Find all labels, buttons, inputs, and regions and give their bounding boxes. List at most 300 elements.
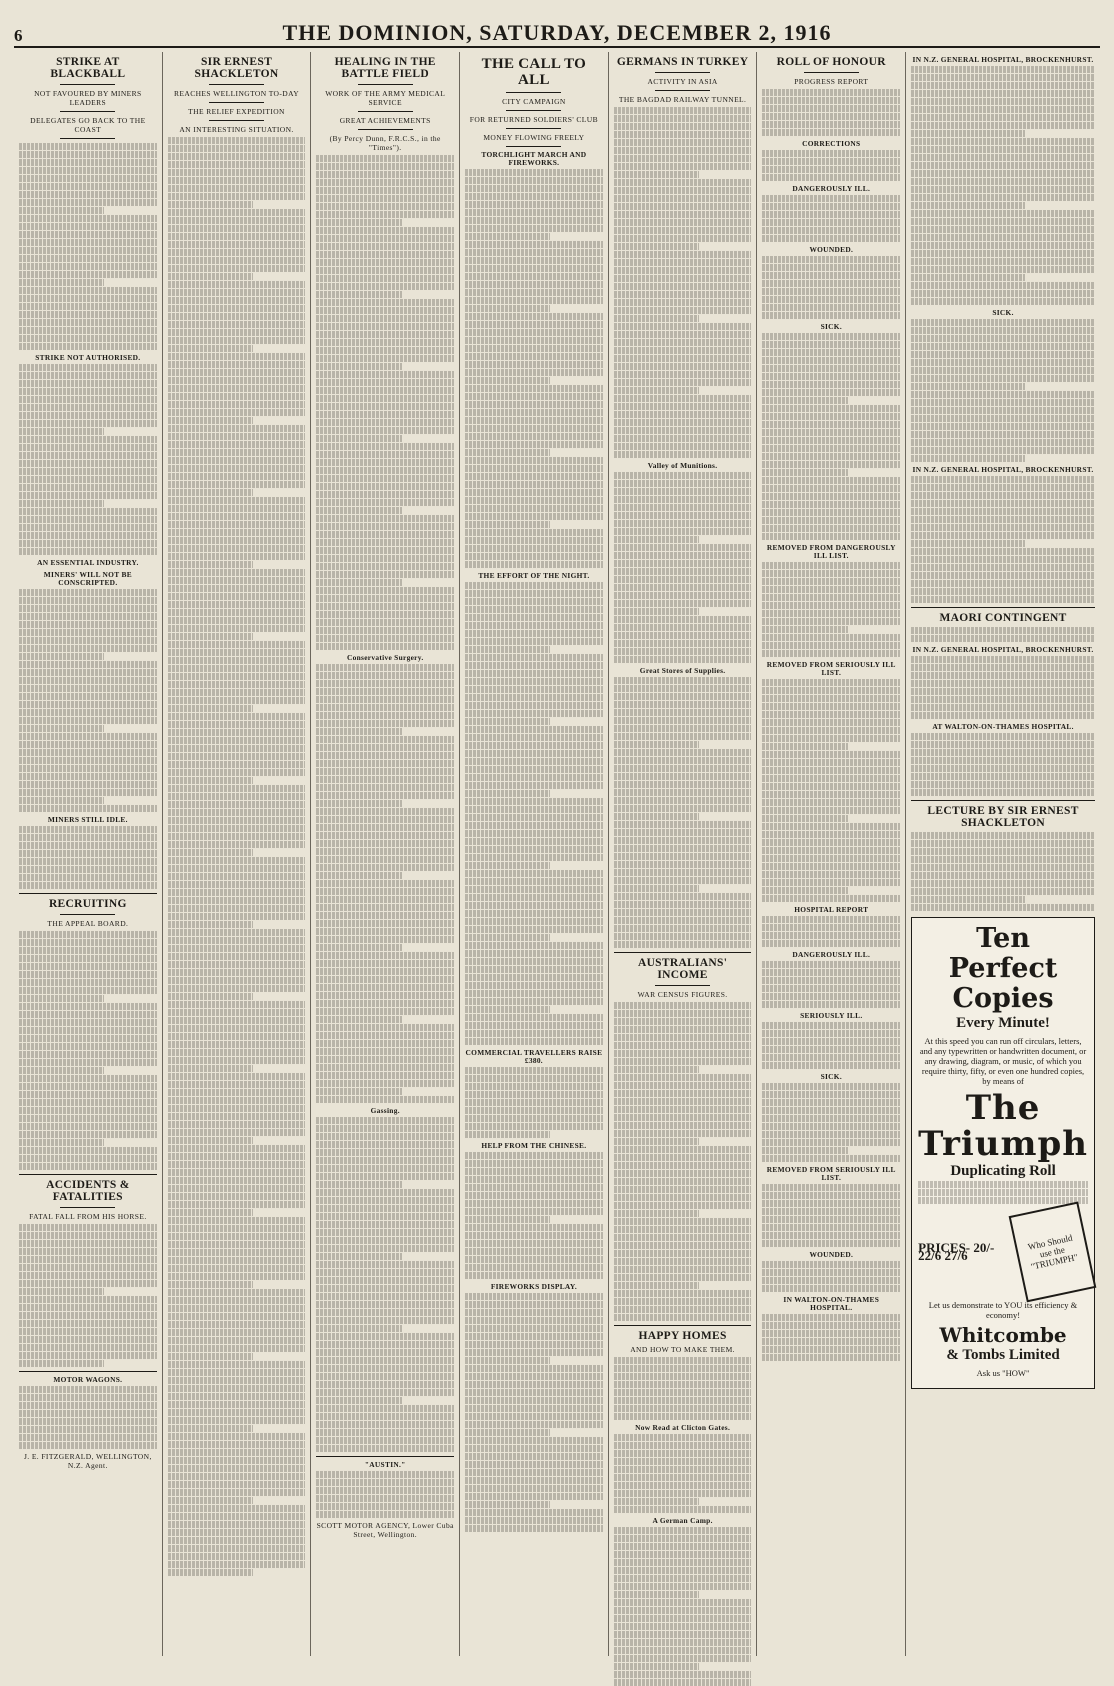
text-line [19,1059,157,1066]
text-line [465,1006,550,1013]
text-line [911,383,1025,390]
text-line [168,1185,306,1192]
text-line [465,1301,603,1308]
text-line [465,489,603,496]
text-line [168,665,306,672]
text-line [168,1209,253,1216]
text-line [168,529,306,536]
text-line [614,837,752,844]
text-line [762,1123,900,1130]
text-line [316,1309,454,1316]
text-line [614,1490,752,1497]
text-line [614,1663,699,1670]
text-line [316,595,454,602]
text-line [316,848,454,855]
text-line [614,1130,752,1137]
section-head: THE EFFORT OF THE NIGHT. [478,571,590,580]
text-line [19,436,157,443]
text-line [762,256,900,263]
headline-call: THE CALL TO ALL [481,56,587,88]
text-line [762,711,900,718]
text-line [762,932,900,939]
section-head: IN WALTON-ON-THAMES HOSPITAL. [783,1295,880,1312]
text-line [614,379,752,386]
text-line [19,725,104,732]
body-text-block [762,89,900,136]
text-line [465,225,603,232]
text-line [465,1493,603,1500]
text-line [614,1535,752,1542]
text-line [19,1426,157,1433]
text-line [465,614,603,621]
text-line [911,856,1095,863]
text-line [762,650,900,657]
text-line [465,1317,603,1324]
text-line [465,561,603,568]
text-line [614,1058,752,1065]
text-line [614,1306,752,1313]
text-line [168,145,306,152]
text-line [465,553,603,560]
text-line [168,681,306,688]
text-line [168,1545,306,1552]
text-line [762,1115,900,1122]
section-head: CORRECTIONS [802,139,861,148]
text-line [762,517,900,524]
text-line [614,1623,752,1630]
body-text-block [19,364,157,555]
text-line [614,155,752,162]
text-line [614,187,752,194]
text-line [762,626,847,633]
text-line [316,904,454,911]
text-line [168,1513,306,1520]
text-line [614,1242,752,1249]
text-line [19,1336,157,1343]
text-line [614,1002,752,1009]
text-line [168,777,253,784]
text-line [168,473,306,480]
text-line [465,513,603,520]
text-line [465,750,603,757]
text-line [614,1210,699,1217]
text-line [614,829,752,836]
ad-body: At this speed you can run off circulars, letters, and any typewritten or handwritten document, or any drawing, diagram, or music, of which you require thirty, fifty, or even one hundred copies, by means of [919,1036,1087,1086]
text-line [465,1176,603,1183]
text-line [762,562,900,569]
text-line [465,473,603,480]
text-line [168,689,306,696]
text-line [168,1177,306,1184]
text-line [316,712,454,719]
text-line [614,1389,752,1396]
text-line [168,609,306,616]
text-line [19,404,157,411]
text-line [614,773,752,780]
text-line [465,806,603,813]
text-line [762,280,900,287]
text-line [614,131,752,138]
text-line [19,1035,157,1042]
text-line [316,1269,454,1276]
text-line [316,1205,454,1212]
text-line [911,138,1095,145]
text-line [614,147,752,154]
text-line [465,894,603,901]
text-line [911,359,1095,366]
text-line [762,1046,900,1053]
section-head: WOUNDED. [809,1250,854,1259]
text-line [19,335,157,342]
section-head: SICK. [992,308,1014,317]
text-line [614,869,752,876]
headline-recruiting: RECRUITING [48,898,127,910]
text-line [168,1113,306,1120]
text-line [19,653,104,660]
text-line [911,367,1095,374]
text-line [614,917,752,924]
text-line [911,492,1095,499]
body-text-block [316,155,454,650]
text-line [911,258,1095,265]
body-text-block [465,582,603,1045]
text-line [762,916,900,923]
text-line [762,895,900,902]
text-line [762,365,900,372]
text-line [762,1184,900,1191]
text-line [316,912,454,919]
text-line [19,1067,104,1074]
text-line [465,1107,603,1114]
text-line [316,163,454,170]
text-line [168,721,306,728]
body-text-block [911,656,1095,719]
text-line [465,918,603,925]
section-head: DANGEROUSLY ILL. [792,184,871,193]
page-number: 6 [14,26,23,45]
text-line [19,850,157,857]
text-line [465,1216,550,1223]
text-line [316,579,401,586]
text-line [168,601,306,608]
text-line [316,768,454,775]
text-line [614,648,752,655]
body-text-block [316,1117,454,1452]
text-line [911,680,1095,687]
text-line [19,858,157,865]
text-line [465,1038,603,1045]
text-line [762,150,900,157]
text-line [316,1088,401,1095]
text-line [614,1170,752,1177]
text-line [614,107,752,114]
text-line [19,484,157,491]
text-line [614,1543,752,1550]
text-line [465,1030,603,1037]
body-text-block [465,1067,603,1138]
text-line [316,1117,454,1124]
text-line [614,235,752,242]
text-line [168,1153,306,1160]
text-line [316,976,454,983]
text-line [168,1449,306,1456]
text-line [316,1040,454,1047]
text-line [316,155,454,162]
text-line [614,845,752,852]
text-line [762,357,900,364]
body-text-block [762,1314,900,1361]
text-line [168,305,306,312]
text-line [614,592,752,599]
text-line [762,413,900,420]
text-line [465,1232,603,1239]
text-line [316,299,454,306]
text-line [19,1410,157,1417]
text-line [168,817,306,824]
text-line [168,1553,306,1560]
body-text-block [19,143,157,350]
text-line [19,388,157,395]
subhead: PROGRESS REPORT [794,77,869,86]
section-head: IN N.Z. GENERAL HOSPITAL, BROCKENHURST. [912,55,1094,64]
text-line [316,371,454,378]
text-line [19,931,157,938]
text-line [465,433,603,440]
text-line [316,203,454,210]
text-line [465,934,550,941]
text-line [168,561,253,568]
text-line [465,734,603,741]
subhead: FATAL FALL FROM HIS HORSE. [29,1212,147,1221]
text-line [465,537,603,544]
text-line [316,896,454,903]
text-line [19,717,157,724]
section-head: HELP FROM THE CHINESE. [481,1141,587,1150]
text-line [168,457,306,464]
text-line [19,1232,157,1239]
text-line [316,403,454,410]
text-line [19,199,157,206]
text-line [168,1241,306,1248]
text-line [911,880,1095,887]
text-line [168,873,306,880]
text-line [316,627,454,634]
text-line [168,1081,306,1088]
section-head: FIREWORKS DISPLAY. [490,1282,577,1291]
text-line [911,712,1095,719]
subhead: WORK OF THE ARMY MEDICAL SERVICE [325,89,446,107]
text-line [316,1253,401,1260]
text-line [911,290,1095,297]
text-line [465,1413,603,1420]
section-head: MOTOR WAGONS. [53,1375,123,1384]
text-line [762,642,900,649]
text-line [762,727,900,734]
text-line [168,1233,306,1240]
text-line [19,971,157,978]
text-line [316,1429,454,1436]
text-line [762,1322,900,1329]
headline-shackleton: SIR ERNEST SHACKLETON [194,56,279,80]
text-line [762,839,900,846]
text-line [465,1525,603,1532]
text-line [19,955,157,962]
text-line [168,257,306,264]
text-line [168,953,306,960]
text-line [614,1397,752,1404]
text-line [168,1345,306,1352]
text-line [168,1217,306,1224]
text-line [316,824,454,831]
text-line [614,813,699,820]
text-line [168,961,306,968]
text-line [911,82,1095,89]
text-line [168,1161,306,1168]
advert-title: "AUSTIN." [364,1460,406,1469]
text-line [614,693,752,700]
ad-product: Duplicating Roll [950,1163,1056,1179]
text-line [19,159,157,166]
text-line [168,1249,306,1256]
text-line [911,749,1095,756]
text-line [465,377,550,384]
text-line [614,195,752,202]
text-line [762,634,900,641]
text-line [911,447,1095,454]
text-line [316,1495,454,1502]
text-line [168,417,253,424]
subhead: DELEGATES GO BACK TO THE COAST [30,116,146,134]
body-text-block [19,826,157,889]
text-line [911,704,1095,711]
text-line [762,815,847,822]
text-line [911,688,1095,695]
text-line [19,1394,157,1401]
text-line [19,263,157,270]
text-line [316,275,454,282]
text-line [168,793,306,800]
text-line [465,1115,603,1122]
text-line [316,944,401,951]
text-line [465,958,603,965]
text-line [168,425,306,432]
text-line [19,1442,157,1449]
text-line [762,993,900,1000]
text-line [168,1097,306,1104]
text-line [762,735,900,742]
text-line [614,419,752,426]
text-line [465,185,603,192]
text-line [911,375,1095,382]
text-line [465,1099,603,1106]
section-head: MINERS STILL IDLE. [47,815,128,824]
text-line [465,846,603,853]
text-line [911,548,1095,555]
text-line [168,1265,306,1272]
text-line [614,1655,752,1662]
text-line [465,998,603,1005]
text-line [168,1049,306,1056]
text-line [465,1224,603,1231]
text-line [762,831,900,838]
text-line [614,925,752,932]
text-line [316,195,454,202]
text-line [168,297,306,304]
text-line [465,654,603,661]
headline-australians: AUSTRALIANS' INCOME [637,957,728,981]
text-line [911,226,1095,233]
text-line [316,619,454,626]
text-line [762,743,847,750]
text-line [19,476,157,483]
text-line [762,1062,900,1069]
text-line [911,423,1095,430]
text-line [762,235,900,242]
text-line [614,411,752,418]
text-line [465,726,603,733]
text-line [168,345,253,352]
text-line [614,1679,752,1686]
text-line [762,1083,900,1090]
text-line [19,420,157,427]
text-line [762,1099,900,1106]
text-line [19,1163,157,1170]
text-line [168,801,306,808]
text-line [614,877,752,884]
text-line [168,657,306,664]
text-line [614,259,752,266]
text-line [465,1349,603,1356]
text-line [911,556,1095,563]
text-line [316,555,454,562]
text-line [614,363,752,370]
text-line [911,904,1095,911]
text-line [316,680,454,687]
text-line [762,679,900,686]
text-line [168,233,306,240]
text-line [911,98,1095,105]
text-line [465,1240,603,1247]
text-line [911,178,1095,185]
text-line [19,882,157,889]
text-line [614,528,752,535]
text-line [911,242,1095,249]
text-line [168,1305,306,1312]
text-line [911,580,1095,587]
text-line [614,1498,699,1505]
text-line [19,1434,157,1441]
text-line [911,664,1095,671]
subhead: WAR CENSUS FIGURES. [637,990,728,999]
text-line [168,1369,306,1376]
text-line [465,497,603,504]
column-4 [460,52,609,1656]
body-text-block [911,733,1095,796]
text-line [168,1073,306,1080]
text-line [19,995,104,1002]
text-line [465,1501,550,1508]
text-line [614,1450,752,1457]
text-line [762,493,900,500]
text-line [762,373,900,380]
text-line [614,1575,752,1582]
text-line [168,1417,306,1424]
text-line [316,243,454,250]
text-line [168,393,306,400]
text-line [465,1357,550,1364]
text-line [316,1261,454,1268]
text-line [465,265,603,272]
